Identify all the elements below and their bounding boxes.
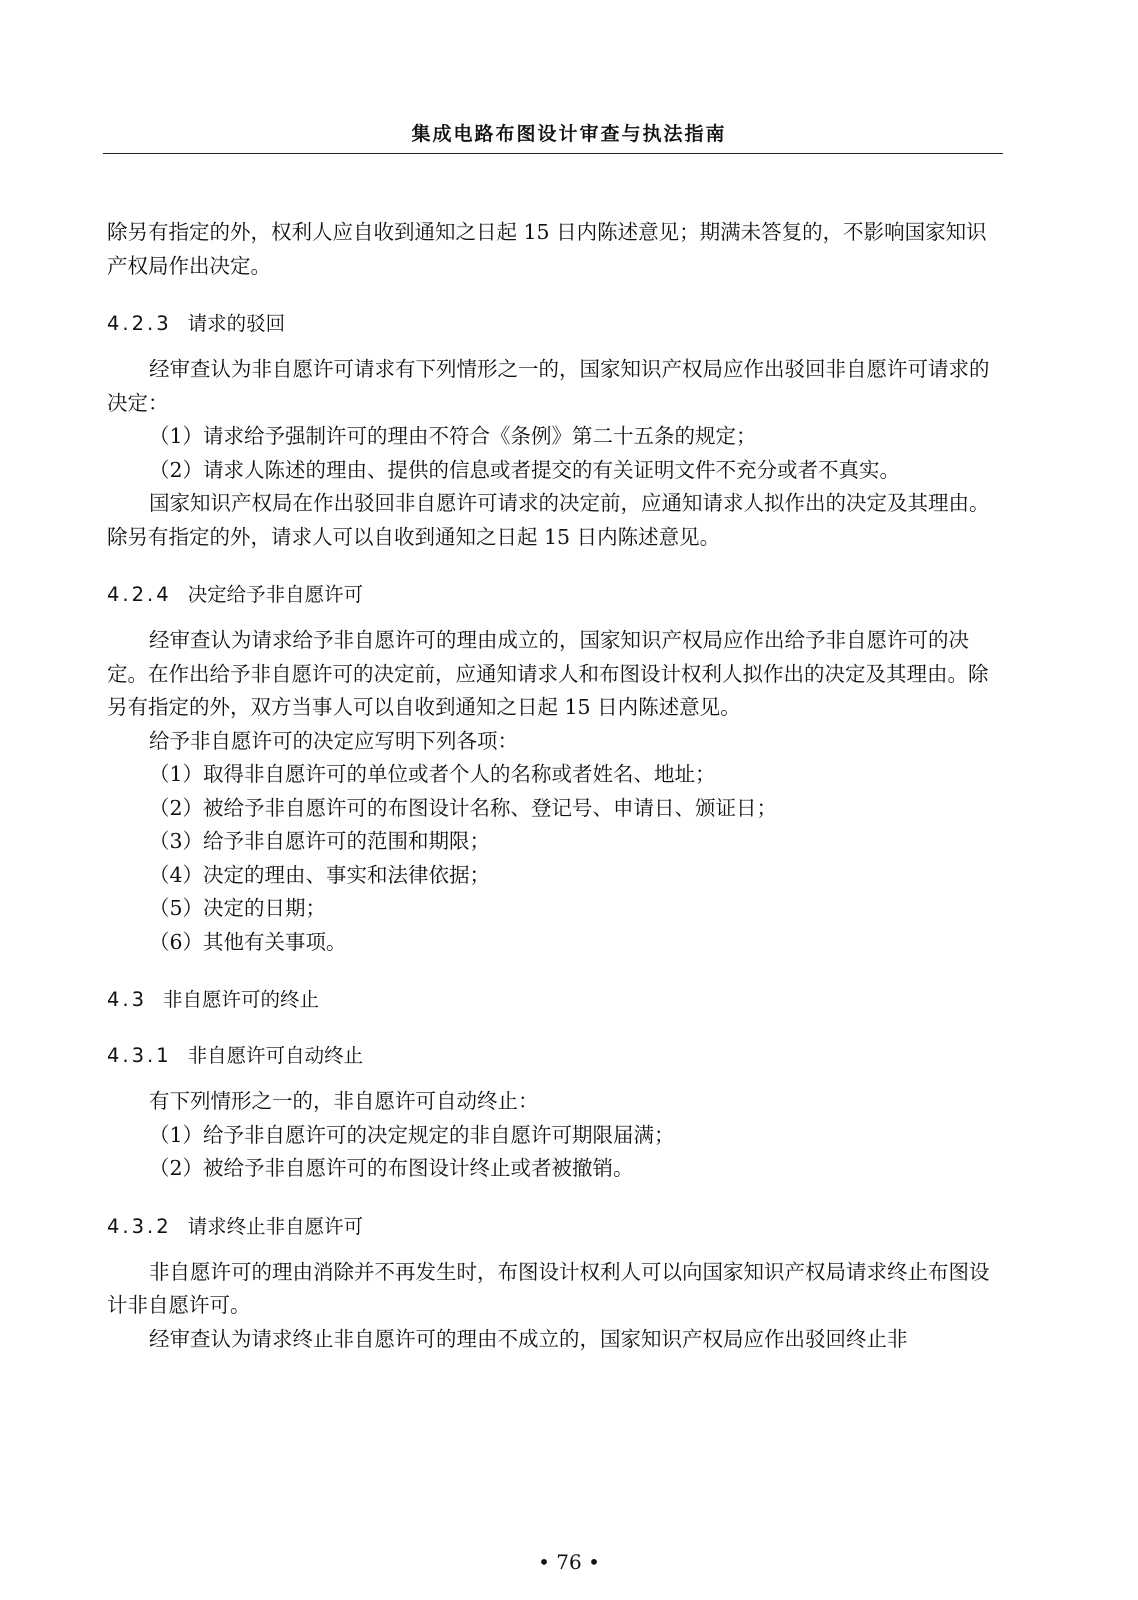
section-number: 4.2.3 <box>107 312 172 335</box>
paragraph-4-2-4-2: 给予非自愿许可的决定应写明下列各项： <box>149 728 518 753</box>
paragraph-4-3-2-1: 非自愿许可的理由消除并不再发生时，布图设计权利人可以向国家知识产权局请求终止布图设计非自愿许可。 <box>107 1259 990 1317</box>
section-title: 非自愿许可自动终止 <box>187 1044 364 1067</box>
paragraph-4-3-1-1: 有下列情形之一的，非自愿许可自动终止： <box>149 1089 539 1113</box>
list-item-4-3-1-2: （2）被给予非自愿许可的布图设计终止或者被撤销。 <box>149 1156 634 1180</box>
section-number: 4.3 <box>107 988 148 1011</box>
section-heading-4-2-3 <box>107 309 999 339</box>
section-title: 非自愿许可的终止 <box>163 988 320 1011</box>
section-number: 4.3.1 <box>107 1044 172 1067</box>
paragraph-intro: 除另有指定的外，权利人应自收到通知之日起 15 日内陈述意见；期满未答复的，不影响国家知识产权局作出决定。 <box>107 220 987 278</box>
list-item-4-2-4-3: （3）给予非自愿许可的范围和期限； <box>149 829 491 853</box>
list-item-4-2-4-6: （6）其他有关事项。 <box>149 929 347 954</box>
section-heading-4-3-1 <box>107 1041 999 1071</box>
list-item-4-2-3-2: （2）请求人陈述的理由、提供的信息或者提交的有关证明文件不充分或者不真实。 <box>149 457 901 482</box>
list-item-4-2-3-1: （1）请求给予强制许可的理由不符合《条例》第二十五条的规定； <box>149 424 757 448</box>
header-rule <box>103 153 1003 154</box>
section-title: 请求终止非自愿许可 <box>187 1214 364 1238</box>
paragraph-4-3-2-2: 经审查认为请求终止非自愿许可的理由不成立的，国家知识产权局应作出驳回终止非 <box>149 1326 908 1351</box>
section-heading-4-2-4 <box>107 580 999 610</box>
page-number: • 76 • <box>538 1550 600 1574</box>
section-heading-4-3 <box>107 985 999 1015</box>
section-title: 请求的驳回 <box>187 312 286 335</box>
list-item-4-2-4-4: （4）决定的理由、事实和法律依据； <box>149 862 491 887</box>
paragraph-4-2-3-2: 国家知识产权局在作出驳回非自愿许可请求的决定前，应通知请求人拟作出的决定及其理由。除另有指定的外，请求人可以自收到通知之日起 15 日内陈述意见。 <box>107 491 990 549</box>
section-heading-4-3-2 <box>107 1212 999 1242</box>
paragraph-4-2-4-1: 经审查认为请求给予非自愿许可的理由成立的，国家知识产权局应作出给予非自愿许可的决定。在作出给予非自愿许可的决定前，应通知请求人和布图设计权利人拟作出的决定及其理由。除另有指定的外，双方当事人可以自收到通知之日起 15 日内陈述意见。 <box>107 628 989 719</box>
list-item-4-3-1-1: （1）给予非自愿许可的决定规定的非自愿许可期限届满； <box>149 1122 675 1147</box>
paragraph-4-2-3-1: 经审查认为非自愿许可请求有下列情形之一的，国家知识产权局应作出驳回非自愿许可请求的决定： <box>107 357 990 415</box>
page-body <box>107 216 999 1356</box>
list-item-4-2-4-1: （1）取得非自愿许可的单位或者个人的名称或者姓名、地址； <box>149 762 716 786</box>
section-title: 决定给予非自愿许可 <box>187 583 364 606</box>
list-item-4-2-4-5: （5）决定的日期； <box>149 896 327 920</box>
running-header-title: 集成电路布图设计审查与执法指南 <box>411 123 727 145</box>
section-number: 4.2.4 <box>107 583 172 606</box>
section-number: 4.3.2 <box>107 1214 172 1238</box>
list-item-4-2-4-2: （2）被给予非自愿许可的布图设计名称、登记号、申请日、颁证日； <box>149 795 778 820</box>
